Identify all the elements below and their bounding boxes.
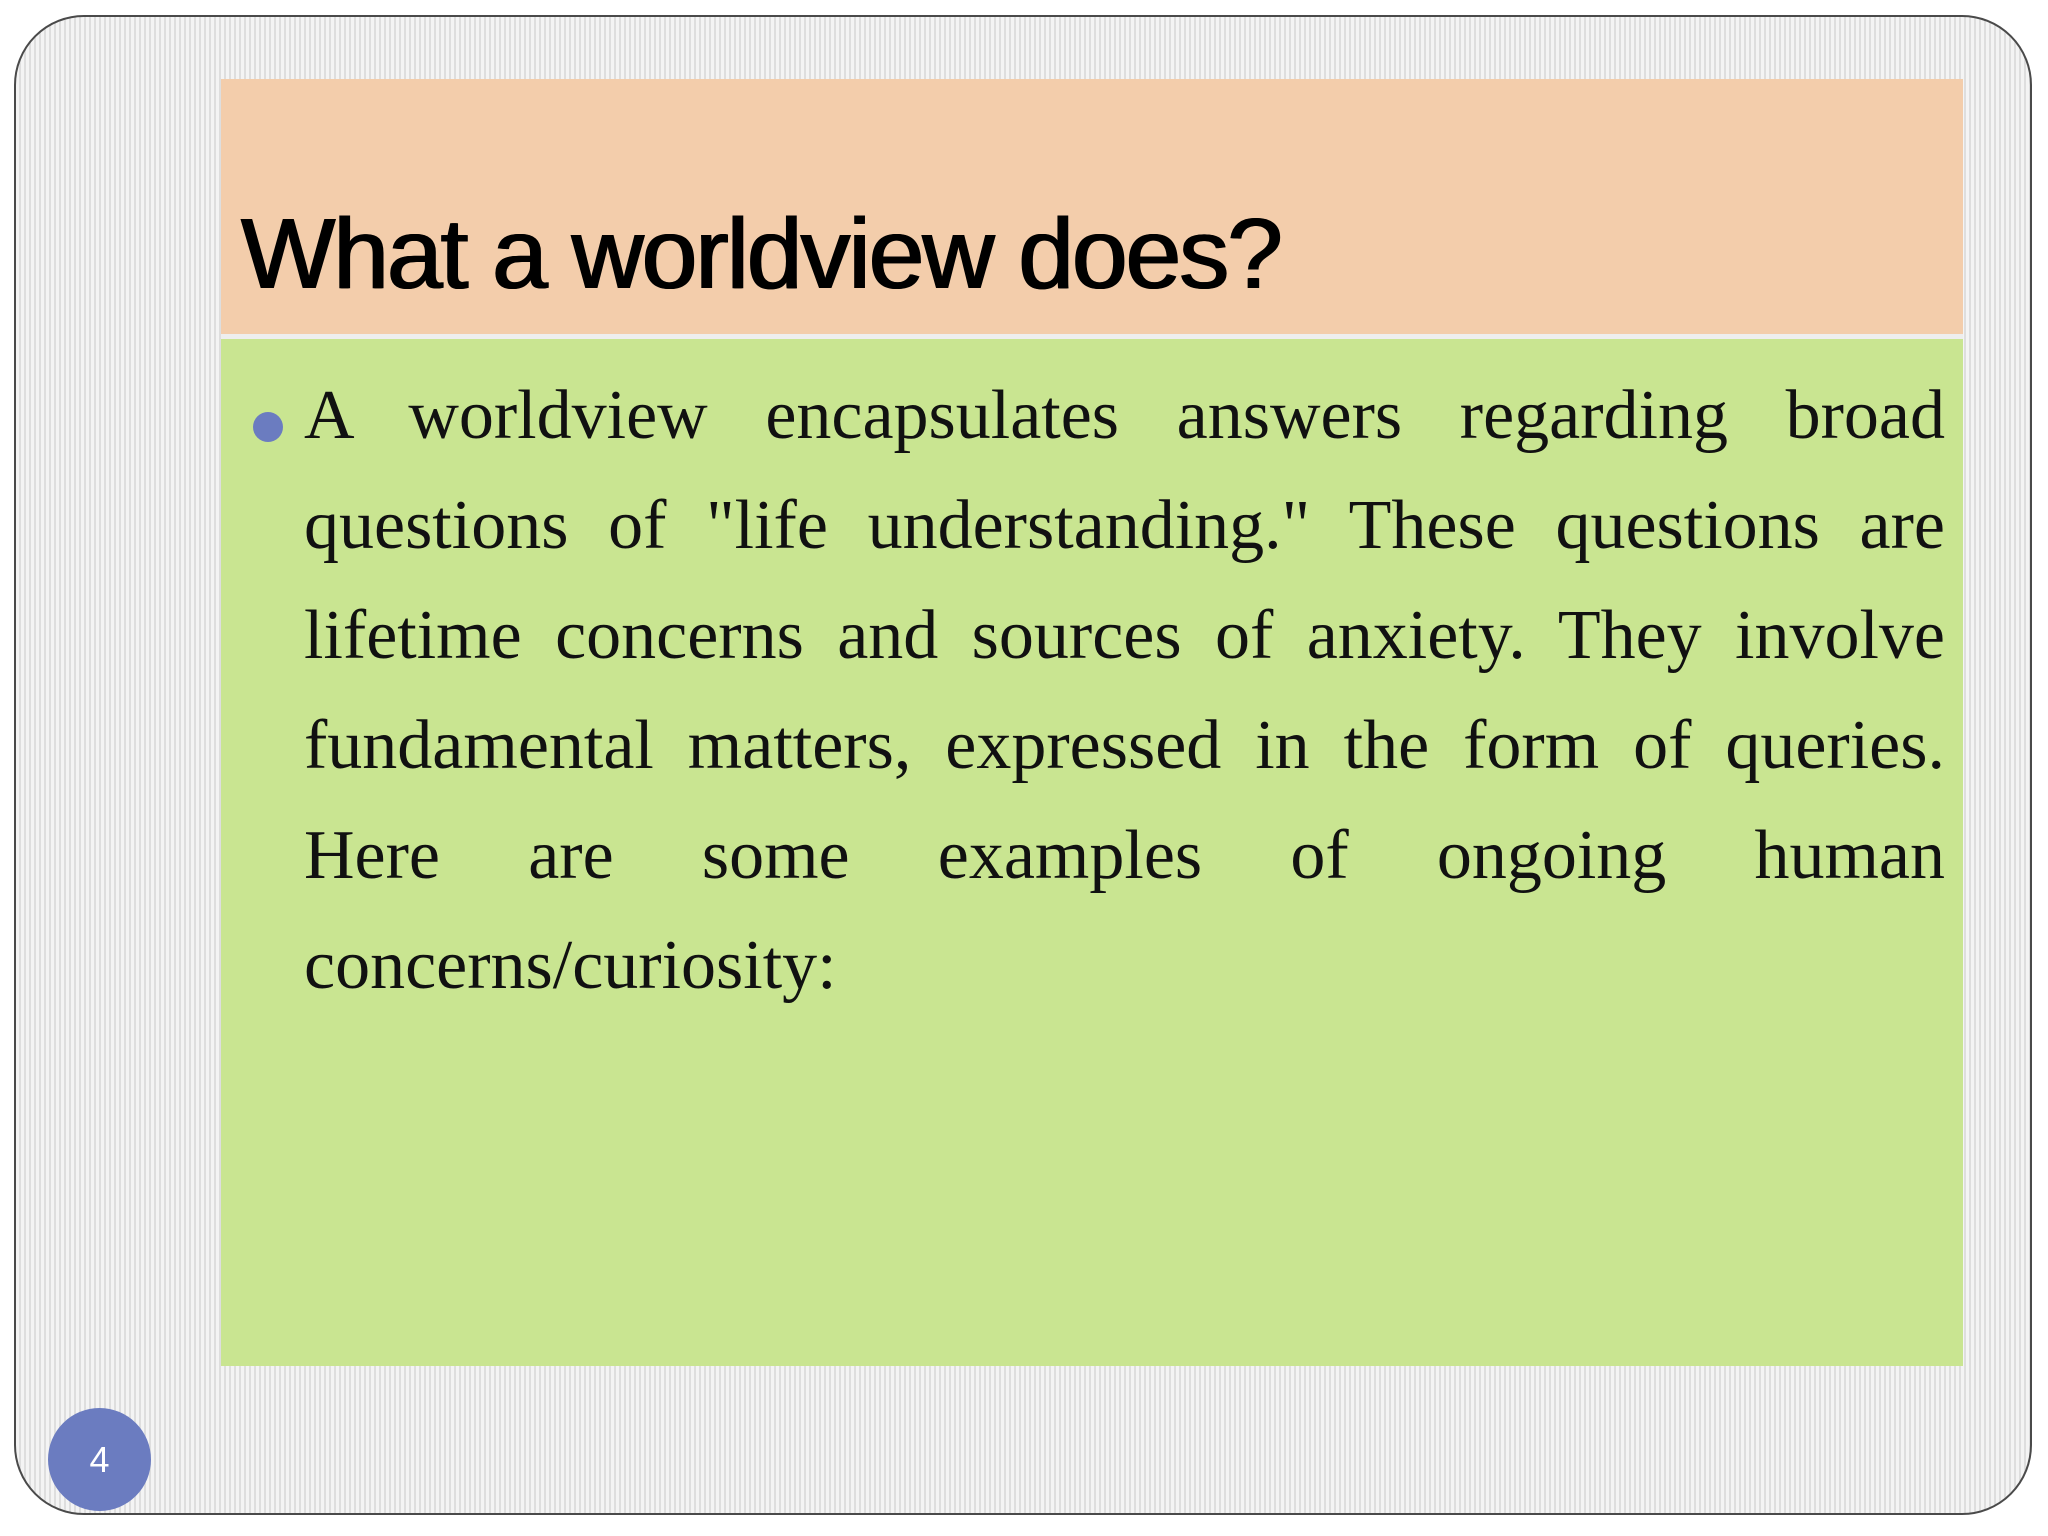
bullet-text: A worldview encapsulates answers regarding broad questions of "life understanding." These questions are lifetime concerns and sources of anxiety. They involve fundamental matters, expressed in the form of queries. Here are some examples of ongoing human concerns/curiosity:	[304, 377, 1945, 1004]
page-number-badge: 4	[48, 1408, 151, 1511]
bullet-item	[247, 361, 1945, 1021]
content-area	[221, 339, 1963, 1366]
bullet-dot-icon	[253, 412, 283, 442]
title-band	[221, 79, 1963, 334]
slide	[14, 15, 2032, 1515]
slide-title: What a worldview does?	[241, 198, 1281, 310]
